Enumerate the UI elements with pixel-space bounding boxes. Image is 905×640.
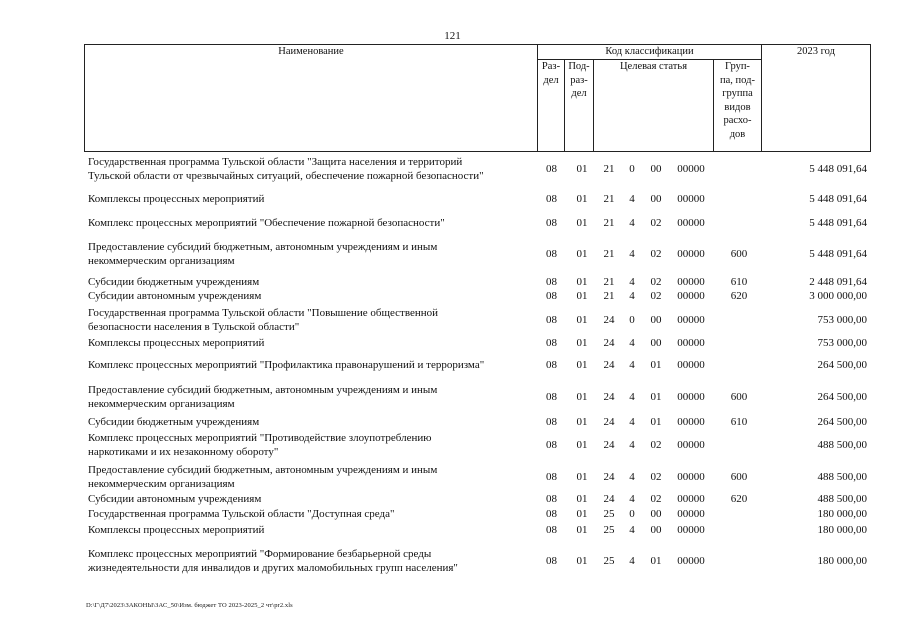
cell-pr: 01 (576, 276, 588, 288)
cell-c4: 00000 (677, 471, 705, 483)
cell-amount: 2 448 091,64 (809, 276, 867, 288)
cell-amount: 264 500,00 (817, 416, 867, 428)
cell-c2: 4 (629, 276, 635, 288)
cell-rz: 08 (546, 493, 557, 505)
header-year: 2023 год (761, 44, 871, 152)
row-name: Субсидии бюджетным учреждениям (88, 276, 260, 288)
row-name: Государственная программа Тульской области "Защита населения и территорий Тульской области от чрезвычайных ситуаций, обеспечение пожарной безопасности" (88, 156, 484, 182)
table-row (84, 524, 871, 538)
cell-c1: 21 (603, 248, 615, 260)
header-podrazdel: Под- раз- дел (564, 59, 594, 152)
cell-c1: 24 (603, 314, 615, 326)
row-name: Предоставление субсидий бюджетным, автономным учреждениям и иным некоммерческим организациям (88, 241, 438, 267)
cell-pr: 01 (576, 391, 588, 403)
cell-c2: 4 (629, 337, 635, 349)
cell-pr: 01 (576, 508, 588, 520)
cell-vr: 600 (730, 471, 748, 483)
cell-pr: 01 (576, 193, 588, 205)
cell-c4: 00000 (677, 524, 705, 536)
cell-rz: 08 (546, 471, 557, 483)
cell-c4: 00000 (677, 276, 705, 288)
cell-amount: 753 000,00 (817, 314, 867, 326)
table-header (84, 44, 871, 152)
cell-c3: 01 (650, 416, 662, 428)
cell-c3: 02 (650, 439, 662, 451)
cell-amount: 5 448 091,64 (809, 248, 867, 260)
cell-c3: 00 (650, 163, 662, 175)
cell-c2: 0 (629, 163, 635, 175)
cell-c1: 24 (603, 337, 615, 349)
cell-c2: 4 (629, 555, 635, 567)
row-name: Субсидии автономным учреждениям (88, 493, 262, 505)
cell-rz: 08 (546, 248, 557, 260)
cell-amount: 264 500,00 (817, 391, 867, 403)
cell-c3: 00 (650, 193, 662, 205)
cell-c3: 00 (650, 524, 662, 536)
cell-c1: 25 (603, 524, 615, 536)
row-name: Комплексы процессных мероприятий (88, 337, 265, 349)
cell-pr: 01 (576, 471, 588, 483)
cell-c1: 24 (603, 359, 615, 371)
cell-c3: 00 (650, 314, 662, 326)
file-path: D:\Г\Д7\2023\ЗАКОНЫ\ЗАС_50\Изм. бюджет ТО 2023-2025_2 чт\рr2.xls (86, 602, 293, 609)
table-row (84, 464, 871, 491)
header-code: Код классификации (537, 44, 762, 60)
cell-amount: 488 500,00 (817, 493, 867, 505)
cell-c4: 00000 (677, 391, 705, 403)
row-name: Комплексы процессных мероприятий (88, 524, 265, 536)
cell-amount: 3 000 000,00 (809, 290, 867, 302)
table-row (84, 432, 871, 459)
cell-amount: 180 000,00 (817, 555, 867, 567)
cell-pr: 01 (576, 555, 588, 567)
cell-c4: 00000 (677, 439, 705, 451)
cell-rz: 08 (546, 391, 557, 403)
cell-pr: 01 (576, 290, 588, 302)
table-row (84, 156, 871, 183)
cell-c1: 21 (603, 290, 615, 302)
header-group: Груп- па, под- группа видов расхо- дов (713, 59, 762, 152)
cell-rz: 08 (546, 314, 557, 326)
cell-pr: 01 (576, 439, 588, 451)
cell-c3: 01 (650, 555, 662, 567)
page-number: 121 (444, 30, 461, 42)
cell-pr: 01 (576, 337, 588, 349)
cell-vr: 600 (730, 391, 748, 403)
cell-c3: 02 (650, 276, 662, 288)
cell-rz: 08 (546, 416, 557, 428)
cell-c4: 00000 (677, 555, 705, 567)
table-row (84, 548, 871, 575)
cell-rz: 08 (546, 439, 557, 451)
cell-c4: 00000 (677, 359, 705, 371)
cell-c3: 01 (650, 359, 662, 371)
row-name: Комплекс процессных мероприятий "Профилактика правонарушений и терроризма" (88, 359, 485, 371)
cell-c3: 02 (650, 493, 662, 505)
cell-c2: 4 (629, 493, 635, 505)
row-name: Комплекс процессных мероприятий "Противодействие злоупотреблению наркотиками и их незаконному обороту" (88, 432, 432, 458)
cell-pr: 01 (576, 416, 588, 428)
cell-pr: 01 (576, 314, 588, 326)
cell-c1: 21 (603, 276, 615, 288)
cell-c3: 02 (650, 217, 662, 229)
cell-c3: 02 (650, 248, 662, 260)
header-target: Целевая статья (593, 59, 714, 152)
cell-amount: 488 500,00 (817, 439, 867, 451)
cell-c2: 4 (629, 193, 635, 205)
cell-c4: 00000 (677, 290, 705, 302)
cell-c3: 02 (650, 290, 662, 302)
cell-amount: 488 500,00 (817, 471, 867, 483)
cell-c4: 00000 (677, 416, 705, 428)
cell-vr: 610 (730, 276, 748, 288)
cell-c2: 4 (629, 471, 635, 483)
row-name: Предоставление субсидий бюджетным, автономным учреждениям и иным некоммерческим организациям (88, 384, 438, 410)
cell-c4: 00000 (677, 163, 705, 175)
cell-c2: 4 (629, 439, 635, 451)
row-name: Государственная программа Тульской области "Повышение общественной безопасности населения в Тульской области" (88, 307, 438, 333)
cell-c2: 0 (629, 314, 635, 326)
cell-vr: 620 (730, 290, 748, 302)
table-row (84, 384, 871, 411)
table-row (84, 307, 871, 334)
cell-amount: 5 448 091,64 (809, 163, 867, 175)
cell-rz: 08 (546, 163, 557, 175)
table-row (84, 416, 871, 430)
header-razdel: Раз- дел (537, 59, 565, 152)
table-row (84, 337, 871, 351)
cell-c3: 02 (650, 471, 662, 483)
cell-rz: 08 (546, 193, 557, 205)
cell-amount: 5 448 091,64 (809, 217, 867, 229)
row-name: Комплекс процессных мероприятий "Обеспечение пожарной безопасности" (88, 217, 445, 229)
cell-c1: 24 (603, 439, 615, 451)
cell-amount: 753 000,00 (817, 337, 867, 349)
table-row (84, 493, 871, 507)
cell-c4: 00000 (677, 248, 705, 260)
cell-rz: 08 (546, 290, 557, 302)
cell-c3: 00 (650, 337, 662, 349)
row-name: Комплекс процессных мероприятий "Формирование безбарьерной среды жизнедеятельности для инвалидов и других маломобильных групп населения" (88, 548, 458, 574)
table-row (84, 359, 871, 373)
cell-rz: 08 (546, 555, 557, 567)
cell-c1: 24 (603, 493, 615, 505)
cell-c3: 01 (650, 391, 662, 403)
cell-c4: 00000 (677, 217, 705, 229)
cell-c1: 21 (603, 193, 615, 205)
cell-pr: 01 (576, 163, 588, 175)
table-row (84, 508, 871, 522)
cell-rz: 08 (546, 524, 557, 536)
cell-rz: 08 (546, 337, 557, 349)
row-name: Субсидии бюджетным учреждениям (88, 416, 260, 428)
cell-c2: 4 (629, 524, 635, 536)
cell-rz: 08 (546, 508, 557, 520)
cell-c2: 0 (629, 508, 635, 520)
cell-rz: 08 (546, 359, 557, 371)
cell-pr: 01 (576, 493, 588, 505)
header-name: Наименование (84, 44, 538, 152)
cell-c1: 24 (603, 471, 615, 483)
cell-c3: 00 (650, 508, 662, 520)
cell-amount: 5 448 091,64 (809, 193, 867, 205)
cell-vr: 620 (730, 493, 748, 505)
cell-c2: 4 (629, 359, 635, 371)
cell-c2: 4 (629, 290, 635, 302)
row-name: Субсидии автономным учреждениям (88, 290, 262, 302)
cell-c1: 24 (603, 416, 615, 428)
table-row (84, 217, 871, 231)
cell-c2: 4 (629, 391, 635, 403)
cell-c1: 25 (603, 555, 615, 567)
row-name: Государственная программа Тульской области "Доступная среда" (88, 508, 395, 520)
cell-c2: 4 (629, 416, 635, 428)
cell-c4: 00000 (677, 337, 705, 349)
row-name: Предоставление субсидий бюджетным, автономным учреждениям и иным некоммерческим организациям (88, 464, 438, 490)
cell-rz: 08 (546, 217, 557, 229)
cell-c2: 4 (629, 217, 635, 229)
cell-pr: 01 (576, 524, 588, 536)
cell-vr: 600 (730, 248, 748, 260)
cell-c2: 4 (629, 248, 635, 260)
table-row (84, 193, 871, 207)
cell-rz: 08 (546, 276, 557, 288)
cell-c1: 24 (603, 391, 615, 403)
cell-c4: 00000 (677, 508, 705, 520)
row-name: Комплексы процессных мероприятий (88, 193, 265, 205)
cell-pr: 01 (576, 248, 588, 260)
cell-c4: 00000 (677, 493, 705, 505)
cell-amount: 180 000,00 (817, 524, 867, 536)
table-row (84, 241, 871, 268)
cell-c4: 00000 (677, 193, 705, 205)
cell-pr: 01 (576, 217, 588, 229)
table-row (84, 290, 871, 304)
cell-c1: 25 (603, 508, 615, 520)
cell-c1: 21 (603, 217, 615, 229)
cell-pr: 01 (576, 359, 588, 371)
cell-amount: 180 000,00 (817, 508, 867, 520)
cell-c1: 21 (603, 163, 615, 175)
cell-vr: 610 (730, 416, 748, 428)
cell-c4: 00000 (677, 314, 705, 326)
table-row (84, 276, 871, 290)
cell-amount: 264 500,00 (817, 359, 867, 371)
